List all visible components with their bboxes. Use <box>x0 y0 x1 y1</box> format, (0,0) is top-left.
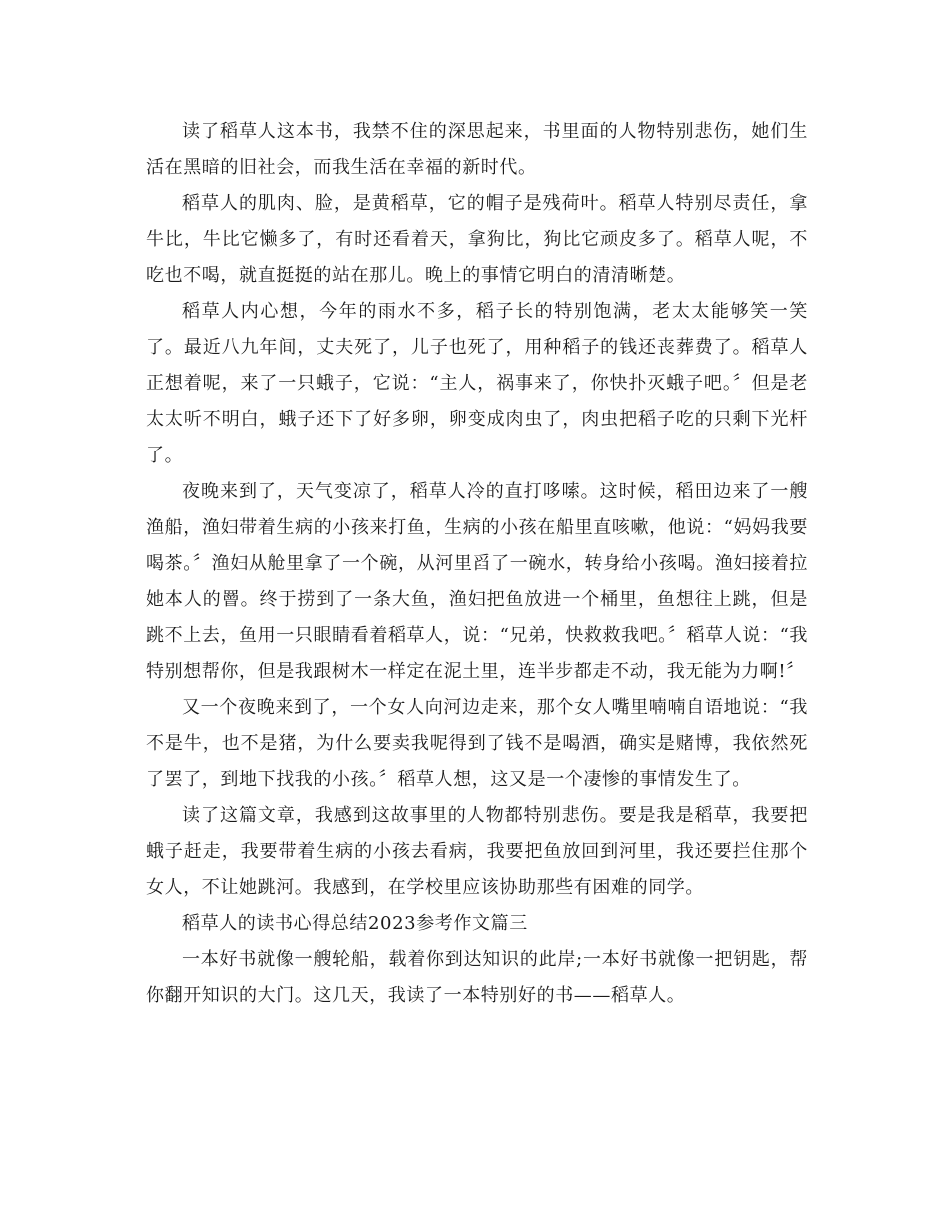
paragraph-3: 稻草人内心想，今年的雨水不多，稻子长的特别饱满，老太太能够笑一笑了。最近八九年间，丈夫死了，儿子也死了，用种稻子的钱还丧葬费了。稻草人正想着呢，来了一只蛾子，它说：“主人，祸事来了，你快扑灭蛾子吧。〞但是老太太听不明白，蛾子还下了好多卵，卵变成肉虫了，肉虫把稻子吃的只剩下光杆了。 <box>146 301 808 466</box>
paragraph-2: 稻草人的肌肉、脸，是黄稻草，它的帽子是残荷叶。稻草人特别尽责任，拿牛比，牛比它懒多了，有时还看着天，拿狗比，狗比它顽皮多了。稻草人呢，不吃也不喝，就直挺挺的站在那儿。晚上的事情它明白的清清晰楚。 <box>146 193 808 286</box>
paragraph-6: 读了这篇文章，我感到这故事里的人物都特别悲伤。要是我是稻草，我要把蛾子赶走，我要带着生病的小孩去看病，我要把鱼放回到河里，我还要拦住那个女人，不让她跳河。我感到，在学校里应该协助那些有困难的同学。 <box>146 805 808 898</box>
document-page <box>146 114 808 1014</box>
closing-paragraph: 一本好书就像一艘轮船，载着你到达知识的此岸;一本好书就像一把钥匙，帮你翻开知识的大门。这几天，我读了一本特别好的书——稻草人。 <box>146 949 808 1006</box>
paragraph-5: 又一个夜晚来到了，一个女人向河边走来，那个女人嘴里喃喃自语地说：“我不是牛，也不是猪，为什么要卖我呢得到了钱不是喝酒，确实是赌博，我依然死了罢了，到地下找我的小孩。〞稻草人想，这又是一个凄惨的事情发生了。 <box>146 697 808 790</box>
paragraph-4: 夜晚来到了，天气变凉了，稻草人冷的直打哆嗦。这时候，稻田边来了一艘渔船，渔妇带着生病的小孩来打鱼，生病的小孩在船里直咳嗽，他说：“妈妈我要喝茶。〞渔妇从舱里拿了一个碗，从河里舀了一碗水，转身给小孩喝。渔妇接着拉她本人的罾。终于捞到了一条大鱼，渔妇把鱼放进一个桶里，鱼想往上跳，但是跳不上去，鱼用一只眼睛看着稻草人，说：“兄弟，快救救我吧。〞稻草人说：“我特别想帮你，但是我跟树木一样定在泥土里，连半步都走不动，我无能为力啊!〞 <box>146 481 808 682</box>
paragraph-1: 读了稻草人这本书，我禁不住的深思起来，书里面的人物特别悲伤，她们生活在黑暗的旧社会，而我生活在幸福的新时代。 <box>146 121 808 178</box>
section-heading: 稻草人的读书心得总结2023参考作文篇三 <box>182 913 528 934</box>
